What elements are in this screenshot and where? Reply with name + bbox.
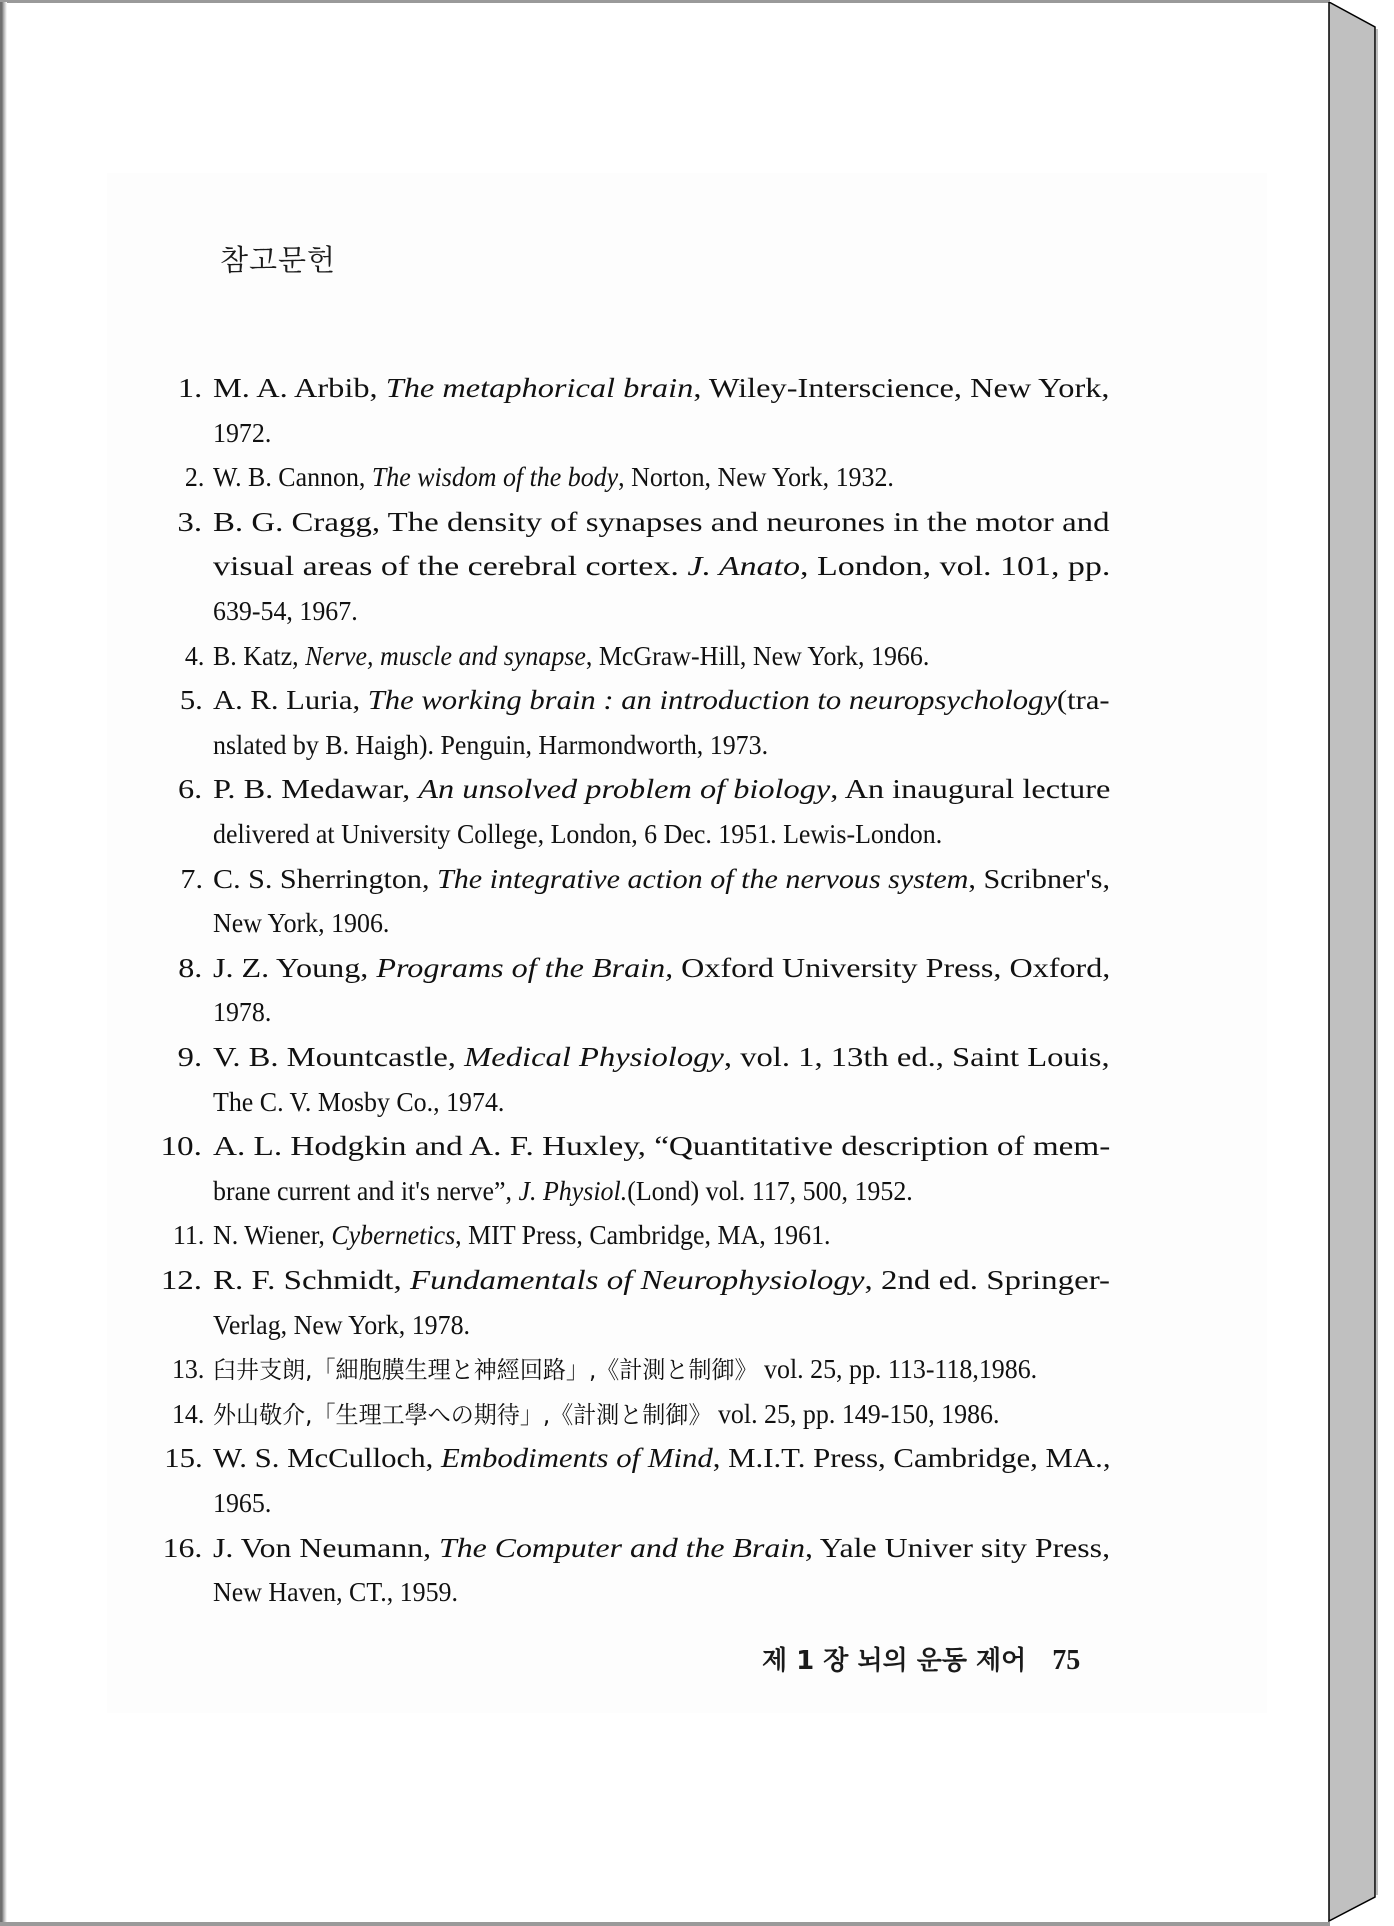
reference-number: 1. (177, 373, 203, 403)
reference-item-continuation (213, 1309, 470, 1341)
scanned-page-area (107, 173, 1267, 1713)
reference-text: , Yale Univer sity Press, (805, 1532, 1111, 1563)
reference-item-continuation (213, 550, 1110, 582)
reference-text: , An inaugural lecture (830, 774, 1111, 805)
reference-number: 14. (171, 1398, 205, 1429)
reference-text: visual areas of the cerebral cortex. (213, 551, 688, 582)
reference-text: , MIT Press, Cambridge, MA, 1961. (455, 1220, 831, 1251)
reference-item-continuation (213, 417, 271, 449)
reference-text: 1978. (213, 997, 272, 1028)
reference-text: J. Z. Young, (213, 952, 377, 983)
reference-text: delivered at University College, London, 6 Dec. 1951. Lewis-London. (213, 819, 943, 849)
reference-text: , Norton, New York, 1932. (618, 462, 894, 493)
reference-text: P. B. Medawar, (213, 774, 419, 805)
reference-text: Verlag, New York, 1978. (213, 1309, 471, 1340)
reference-text: nslated by B. Haigh). Penguin, Harmondworth, 1973. (213, 729, 769, 760)
reference-item (180, 863, 1111, 895)
reference-title: Cybernetics (331, 1220, 456, 1251)
reference-item (177, 506, 1110, 538)
reference-title: J. Anato (687, 551, 800, 582)
reference-item-continuation (213, 1175, 913, 1207)
reference-text: , vol. 1, 13th ed., Saint Louis, (723, 1042, 1110, 1072)
reference-text: W. B. Cannon, (213, 462, 372, 493)
reference-item (184, 461, 894, 493)
reference-text: (Lond) vol. 117, 500, 1952. (627, 1175, 913, 1206)
reference-number: 8. (178, 952, 203, 983)
page-footer (762, 1640, 1080, 1677)
reference-item (171, 1353, 1038, 1386)
reference-text: The C. V. Mosby Co., 1974. (213, 1086, 505, 1117)
reference-text: , Wiley-Interscience, New York, (693, 373, 1110, 403)
reference-text: , 2nd ed. Springer- (864, 1265, 1111, 1295)
page-number: 75 (1052, 1645, 1081, 1676)
reference-text: C. S. Sherrington, (213, 863, 437, 894)
reference-text: 外山敬介,「生理工學への期待」,《計測と制御》 (213, 1400, 712, 1429)
reference-text: N. Wiener, (213, 1220, 332, 1251)
reference-text: 1972. (213, 417, 272, 448)
page-frame-left (0, 2, 7, 1923)
reference-number: 9. (177, 1042, 203, 1072)
reference-item (162, 1532, 1111, 1564)
reference-item (179, 684, 1110, 716)
reference-text: vol. 25, pp. 149-150, 1986. (711, 1398, 1000, 1429)
chapter-title: 제 1 장 뇌의 운동 제어 (762, 1646, 1027, 1676)
reference-item (178, 952, 1111, 984)
reference-title: The wisdom of the body (371, 462, 619, 493)
reference-text: J. Von Neumann, (213, 1532, 440, 1563)
reference-title: Embodiments of Mind (440, 1443, 713, 1474)
reference-number: 13. (171, 1354, 205, 1385)
reference-item (177, 372, 1110, 404)
reference-number: 2. (184, 462, 205, 493)
reference-item (177, 773, 1111, 805)
reference-number: 3. (177, 506, 203, 537)
reference-number: 7. (180, 863, 203, 894)
reference-number: 5. (179, 685, 203, 716)
reference-text: 臼井支朗,「細胞膜生理と神經回路」,《計測と制御》 (213, 1356, 758, 1385)
reference-text: (tra- (1056, 685, 1110, 716)
page-curl-edge (1328, 2, 1378, 1922)
reference-text: Oxford University Press, Oxford, (673, 952, 1111, 983)
reference-text: R. F. Schmidt, (213, 1265, 410, 1295)
reference-item-continuation (213, 907, 389, 939)
reference-title: The integrative action of the nervous system (436, 863, 969, 894)
reference-text: M. A. Arbib, (213, 373, 386, 403)
reference-item (164, 1442, 1111, 1474)
reference-item (177, 1041, 1110, 1073)
reference-text: 639-54, 1967. (213, 596, 358, 626)
reference-text: B. Katz, (213, 640, 306, 671)
page-heading: 참고문헌 (220, 243, 337, 277)
reference-title: Nerve, muscle and synapse (305, 640, 586, 671)
reference-number: 10. (160, 1131, 202, 1162)
reference-title: J. Physiol. (518, 1175, 628, 1206)
reference-text: New Haven, CT., 1959. (213, 1577, 458, 1608)
reference-text: , M.I.T. Press, Cambridge, MA., (712, 1443, 1111, 1474)
reference-number: 16. (162, 1532, 203, 1563)
reference-item (160, 1130, 1111, 1162)
reference-text: B. G. Cragg, The density of synapses and neurones in the motor and (213, 506, 1110, 537)
reference-item-continuation (213, 595, 358, 627)
reference-item (184, 640, 930, 672)
reference-number: 4. (184, 640, 205, 671)
page-frame-bottom (0, 1922, 1330, 1926)
reference-title: The Computer and the Brain (439, 1532, 806, 1563)
reference-item-continuation (213, 818, 942, 850)
reference-item (172, 1219, 831, 1251)
reference-number: 11. (172, 1220, 205, 1251)
reference-title: An unsolved problem of biology (418, 774, 831, 805)
reference-text: , London, vol. 101, pp. (799, 551, 1111, 582)
reference-text: 1965. (213, 1488, 272, 1518)
reference-item-continuation (213, 1576, 458, 1608)
reference-number: 15. (164, 1443, 203, 1474)
reference-text: A. L. Hodgkin and A. F. Huxley, “Quantitative description of mem- (213, 1131, 1111, 1162)
reference-item (171, 1398, 1000, 1431)
reference-item-continuation (213, 1086, 504, 1118)
reference-text: brane current and it's nerve”, (213, 1175, 519, 1206)
reference-text: , Scribner's, (968, 863, 1111, 894)
reference-item (160, 1264, 1111, 1296)
reference-text: vol. 25, pp. 113-118,1986. (757, 1354, 1038, 1385)
reference-text: A. R. Luria, (213, 685, 368, 716)
reference-item-continuation (213, 729, 768, 761)
reference-title: Programs of the Brain, (376, 952, 674, 983)
reference-title: Fundamentals of Neurophysiology (409, 1265, 865, 1295)
reference-item-continuation (213, 1487, 271, 1519)
reference-item-continuation (213, 996, 271, 1028)
reference-text: V. B. Mountcastle, (213, 1042, 465, 1072)
reference-text: New York, 1906. (213, 908, 390, 939)
reference-number: 6. (177, 774, 203, 805)
reference-title: Medical Physiology (464, 1042, 724, 1072)
reference-text: W. S. McCulloch, (213, 1443, 441, 1474)
reference-title: The metaphorical brain (385, 373, 694, 403)
reference-text: , McGraw-Hill, New York, 1966. (585, 640, 930, 671)
reference-title: The working brain : an introduction to neuropsychology (367, 685, 1057, 716)
reference-number: 12. (160, 1265, 203, 1295)
